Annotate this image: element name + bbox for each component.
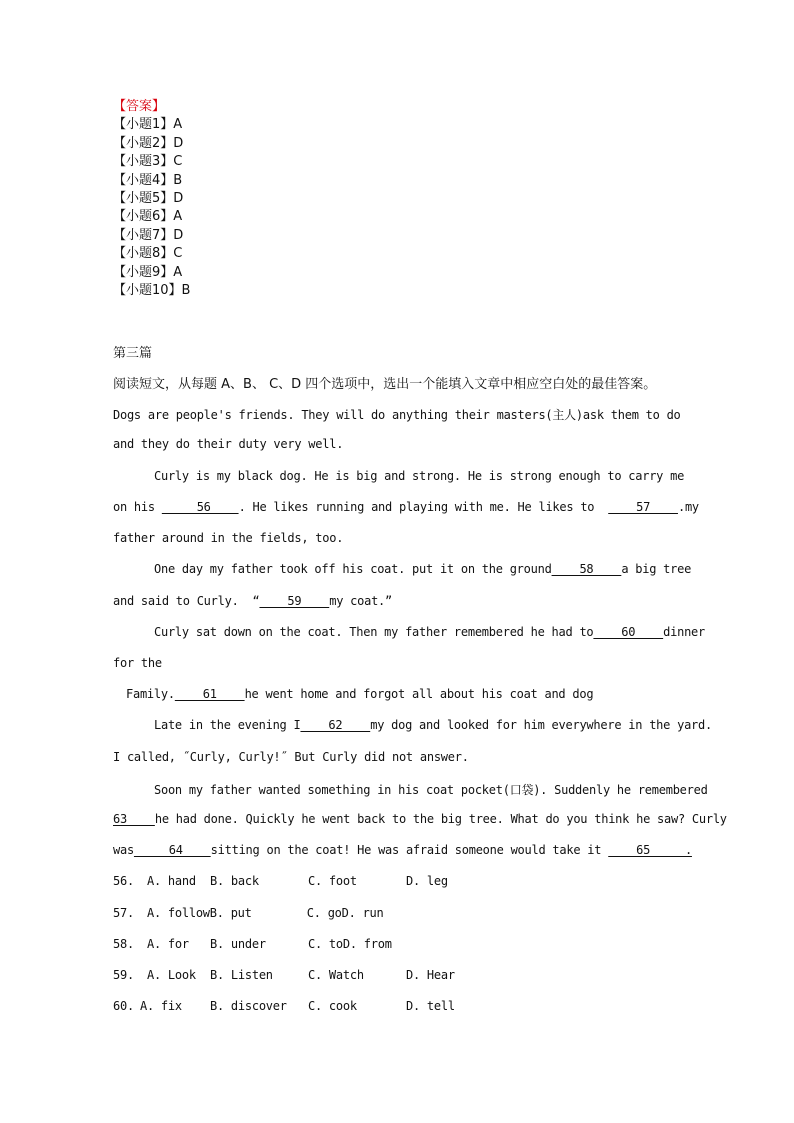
passage-text: dinner: [663, 625, 706, 639]
option-b: B. back: [210, 874, 259, 888]
option-a: A. for: [147, 937, 189, 951]
section-title: 第三篇: [113, 346, 153, 361]
passage-line: [154, 718, 712, 732]
passage-text: he went home and forgot all about his coat and dog: [244, 687, 594, 701]
blank-62: 62: [300, 718, 371, 732]
blank-59: 59: [259, 594, 330, 608]
option-row: [113, 999, 455, 1013]
passage-line: I called, ˝Curly, Curly!˝ But Curly did not answer.: [113, 750, 469, 764]
blank-65: 65 .: [608, 843, 692, 857]
passage-text: was: [113, 843, 134, 857]
option-b: B. put: [209, 906, 252, 920]
passage-line: [113, 843, 692, 857]
option-row: [113, 906, 384, 920]
passage-text: on his: [113, 500, 162, 514]
answer-item: 【小题4】B: [113, 172, 183, 188]
passage-text: One day my father took off his coat. put it on the ground: [154, 562, 552, 576]
passage-line: Curly is my black dog. He is big and strong. He is strong enough to carry me: [154, 469, 685, 483]
passage-line: [154, 625, 705, 639]
option-number: 60.: [113, 999, 134, 1013]
option-a: A. hand: [147, 874, 196, 888]
option-d: D. from: [342, 937, 392, 951]
passage-line: [113, 812, 727, 826]
answer-header: 【答案】: [113, 99, 166, 114]
passage-text: a big tree: [621, 562, 692, 576]
answer-item: 【小题10】B: [113, 283, 191, 299]
blank-61: 61: [174, 687, 245, 701]
answer-item: 【小题2】D: [113, 135, 184, 151]
answer-item: 【小题1】A: [113, 117, 183, 133]
option-number: 56.: [113, 874, 134, 888]
option-a: A. follow: [147, 906, 210, 920]
blank-58: 58: [551, 562, 622, 576]
option-a: A. fix: [140, 999, 182, 1013]
passage-line: [126, 687, 593, 701]
option-number: 57.: [113, 906, 134, 920]
passage-text: .my: [677, 500, 699, 514]
answer-item: 【小题6】A: [113, 209, 183, 225]
answer-item: 【小题7】D: [113, 227, 184, 243]
passage-text: Late in the evening I: [154, 718, 301, 732]
passage-text: my dog and looked for him everywhere in the yard.: [370, 718, 712, 732]
option-c: C. Watch: [308, 968, 364, 982]
answer-item: 【小题8】C: [113, 246, 183, 262]
option-c: C. go: [306, 906, 342, 920]
blank-57: 57: [608, 500, 678, 514]
passage-text: . He likes running and playing with me. He likes to: [238, 500, 609, 514]
option-d: D. tell: [406, 999, 455, 1013]
passage-text: my coat.”: [329, 594, 392, 608]
blank-64: 64: [133, 843, 211, 857]
answer-block: [113, 98, 190, 300]
option-row: [113, 874, 448, 888]
option-c: C. cook: [308, 999, 357, 1013]
option-d: D. run: [341, 906, 384, 920]
passage-text: Family.: [126, 687, 175, 701]
passage-line: [154, 562, 691, 576]
answer-item: 【小题3】C: [113, 154, 183, 170]
option-number: 58.: [113, 937, 134, 951]
option-d: D. leg: [406, 874, 448, 888]
passage-line: and they do their duty very well.: [113, 437, 344, 451]
option-row: [113, 968, 455, 982]
passage-line: Soon my father wanted something in his coat pocket(口袋). Suddenly he remembered: [154, 783, 708, 797]
option-c: C. to: [308, 937, 343, 951]
blank-60: 60: [593, 625, 664, 639]
passage-text: and said to Curly. “: [113, 594, 260, 608]
passage-line: father around in the fields, too.: [113, 531, 344, 545]
answer-item: 【小题9】A: [113, 264, 183, 280]
answer-item: 【小题5】D: [113, 191, 184, 207]
instruction-text: 阅读短文，从每题 A、B、 C、D 四个选项中，选出一个能填入文章中相应空白处的最佳答案。: [113, 377, 657, 392]
option-row: [113, 937, 392, 951]
passage-text: he had done. Quickly he went back to the big tree. What do you think he saw? Curly: [154, 812, 727, 826]
passage-text: Curly sat down on the coat. Then my father remembered he had to: [154, 625, 594, 639]
blank-63: 63: [113, 812, 155, 826]
option-b: B. discover: [210, 999, 287, 1013]
passage-line: [113, 500, 699, 514]
option-d: D. Hear: [406, 968, 455, 982]
blank-56: 56: [161, 500, 239, 514]
passage-line: Dogs are people's friends. They will do anything their masters(主人)ask them to do: [113, 408, 681, 422]
option-b: B. Listen: [210, 968, 273, 982]
option-number: 59.: [113, 968, 134, 982]
passage-text: sitting on the coat! He was afraid someone would take it: [210, 843, 609, 857]
passage-line: [113, 594, 392, 608]
passage-line: for the: [113, 656, 162, 670]
option-a: A. Look: [147, 968, 196, 982]
option-b: B. under: [210, 937, 266, 951]
option-c: C. foot: [308, 874, 357, 888]
